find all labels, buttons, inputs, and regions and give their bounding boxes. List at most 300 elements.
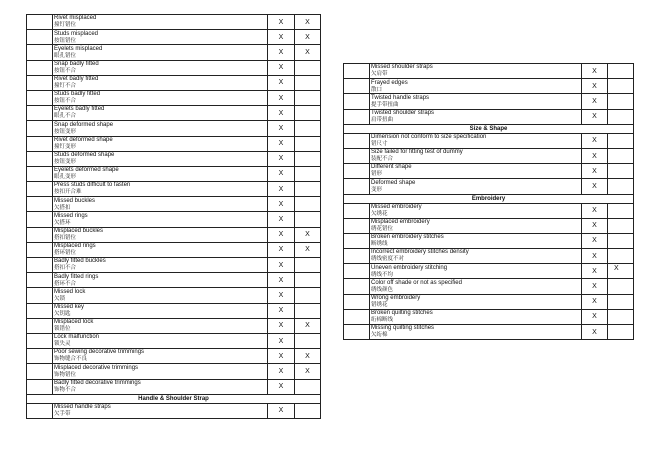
defect-description <box>370 218 582 233</box>
defect-name-english: Misplaced lock <box>54 319 94 326</box>
defect-description <box>53 106 268 121</box>
index-cell <box>27 106 53 121</box>
defect-row <box>27 318 321 333</box>
defect-row <box>27 379 321 394</box>
defect-description <box>53 364 268 379</box>
defect-name-english: Missed buckles <box>54 197 96 204</box>
defect-row <box>27 258 321 273</box>
defect-class-mark-2 <box>608 279 634 294</box>
defect-name-chinese: 绣线密度不对 <box>371 256 405 263</box>
defect-description <box>53 242 268 257</box>
defect-name-chinese: 饰物不合 <box>54 386 77 393</box>
defect-class-mark-2 <box>295 288 321 303</box>
defect-name-chinese: 按钮错位 <box>54 37 77 44</box>
index-cell <box>27 182 53 197</box>
index-cell <box>27 258 53 273</box>
index-cell <box>344 179 370 194</box>
defect-name-english: Incorrect embroidery stitches density <box>371 249 469 256</box>
defect-class-mark-2 <box>608 79 634 94</box>
defect-class-mark-2 <box>608 218 634 233</box>
index-cell <box>27 197 53 212</box>
defect-name-english: Eyelets badly fitted <box>54 106 105 113</box>
defect-description <box>370 133 582 148</box>
defect-name-chinese: 绣线颜色 <box>371 286 394 293</box>
defect-class-mark-1: X <box>582 294 608 309</box>
defect-name-english: Twisted handle straps <box>371 94 430 101</box>
defect-class-mark-1: X <box>582 79 608 94</box>
defect-row <box>27 333 321 348</box>
section-size-shape <box>344 124 634 133</box>
defect-name-english: Snap deformed shape <box>54 121 114 128</box>
defect-class-mark-2 <box>608 294 634 309</box>
defect-row <box>27 90 321 105</box>
defect-description <box>370 233 582 248</box>
index-cell <box>27 75 53 90</box>
defect-name-english: Missed shoulder straps <box>371 64 433 71</box>
defect-class-mark-2 <box>295 90 321 105</box>
defect-name-english: Badly fitted buckles <box>54 258 106 265</box>
defect-name-chinese: 撞钉不合 <box>54 83 77 90</box>
defect-description <box>53 273 268 288</box>
index-cell <box>344 79 370 94</box>
defect-name-english: Rivet deformed shape <box>54 136 113 143</box>
defect-class-mark-1: X <box>268 379 295 394</box>
index-cell <box>344 294 370 309</box>
defect-class-mark-2 <box>295 379 321 394</box>
defect-class-mark-1: X <box>268 136 295 151</box>
defect-class-mark-2 <box>608 148 634 163</box>
defect-class-mark-1: X <box>582 249 608 264</box>
defect-class-mark-1: X <box>268 333 295 348</box>
defect-name-english: Uneven embroidery stitching <box>371 264 448 271</box>
defect-row <box>27 75 321 90</box>
defect-class-mark-1: X <box>268 90 295 105</box>
index-cell <box>27 318 53 333</box>
defect-name-english: Eyelets misplaced <box>54 45 103 52</box>
defect-name-english: Misplaced embroidery <box>371 219 430 226</box>
defect-class-mark-1: X <box>582 109 608 124</box>
right-defect-table <box>343 63 634 340</box>
defect-description <box>53 288 268 303</box>
defect-name-chinese: 搭环不合 <box>54 280 77 287</box>
defect-description <box>53 403 268 418</box>
defect-description <box>53 349 268 364</box>
defect-class-mark-1: X <box>268 60 295 75</box>
index-cell <box>27 364 53 379</box>
defect-class-mark-2 <box>608 164 634 179</box>
index-cell <box>27 15 53 30</box>
defect-description <box>53 303 268 318</box>
defect-class-mark-1: X <box>582 233 608 248</box>
defect-name-english: Press studs difficult to fasten <box>54 182 131 189</box>
index-cell <box>27 379 53 394</box>
defect-name-chinese: 绣花错位 <box>371 226 394 233</box>
defect-class-mark-2 <box>608 264 634 279</box>
defect-description <box>53 182 268 197</box>
defect-name-chinese: 散口 <box>371 86 383 93</box>
defect-description <box>370 325 582 340</box>
defect-class-mark-1: X <box>268 166 295 181</box>
defect-row <box>27 288 321 303</box>
defect-name-english: Studs deformed shape <box>54 152 115 159</box>
index-cell <box>344 109 370 124</box>
index-cell <box>344 148 370 163</box>
defect-name-english: Rivet badly fitted <box>54 76 99 83</box>
defect-row <box>27 303 321 318</box>
defect-row <box>344 203 634 218</box>
defect-name-chinese: 眼孔错位 <box>54 52 77 59</box>
defect-class-mark-1: X <box>582 264 608 279</box>
defect-description <box>53 151 268 166</box>
defect-row <box>344 218 634 233</box>
defect-row <box>344 79 634 94</box>
defect-name-english: Poor sewing decorative trimmings <box>54 349 145 356</box>
defect-description <box>53 227 268 242</box>
defect-name-chinese: 欠钥匙 <box>54 310 71 317</box>
defect-name-english: Dimension not conform to size specification <box>371 134 487 141</box>
defect-class-mark-1: X <box>268 258 295 273</box>
defect-class-mark-2 <box>295 403 321 418</box>
index-cell <box>344 203 370 218</box>
defect-name-english: Misplaced decorative trimmings <box>54 364 139 371</box>
defect-class-mark-1: X <box>268 30 295 45</box>
defect-name-english: Deformed shape <box>371 179 416 186</box>
defect-name-english: Misplaced buckles <box>54 227 104 234</box>
defect-class-mark-2: X <box>295 349 321 364</box>
defect-name-chinese: 饰物错位 <box>54 371 77 378</box>
defect-class-mark-1: X <box>268 45 295 60</box>
defect-row <box>27 273 321 288</box>
defect-row <box>27 212 321 227</box>
defect-class-mark-2 <box>608 309 634 324</box>
defect-name-chinese: 眼孔不合 <box>54 113 77 120</box>
index-cell <box>27 136 53 151</box>
index-cell <box>344 279 370 294</box>
defect-row <box>27 15 321 30</box>
defect-row <box>27 166 321 181</box>
defect-class-mark-2 <box>295 212 321 227</box>
defect-name-chinese: 欠绣花 <box>371 210 388 217</box>
defect-name-english: Studs badly fitted <box>54 91 101 98</box>
defect-class-mark-1: X <box>582 94 608 109</box>
defect-class-mark-2 <box>295 197 321 212</box>
outside-mark: X <box>614 265 619 273</box>
defect-description <box>53 333 268 348</box>
defect-row <box>27 136 321 151</box>
index-cell <box>344 249 370 264</box>
defect-class-mark-1: X <box>582 64 608 79</box>
defect-row <box>344 294 634 309</box>
defect-description <box>53 30 268 45</box>
left-defect-table <box>26 14 321 419</box>
defect-description <box>370 279 582 294</box>
defect-name-chinese: 欠手带 <box>54 411 71 418</box>
index-cell <box>27 30 53 45</box>
defect-name-chinese: 锁失灵 <box>54 341 71 348</box>
defect-class-mark-1: X <box>268 227 295 242</box>
defect-row <box>27 30 321 45</box>
defect-class-mark-2: X <box>295 227 321 242</box>
defect-name-chinese: 饰物缝合不良 <box>54 356 88 363</box>
defect-class-mark-2 <box>295 166 321 181</box>
defect-description <box>53 318 268 333</box>
defect-description <box>370 179 582 194</box>
defect-row <box>344 309 634 324</box>
defect-class-mark-1: X <box>582 218 608 233</box>
defect-name-english: Missed rings <box>54 212 88 219</box>
defect-name-english: Missed lock <box>54 288 86 295</box>
defect-class-mark-1: X <box>268 242 295 257</box>
defect-row <box>344 279 634 294</box>
defect-row <box>344 164 634 179</box>
defect-name-chinese: 欠搭扣 <box>54 204 71 211</box>
defect-name-english: Missed key <box>54 303 85 310</box>
index-cell <box>344 233 370 248</box>
defect-name-chinese: 提手带扭曲 <box>371 101 399 108</box>
defect-name-english: Eyelets deformed shape <box>54 167 119 174</box>
defect-description <box>370 203 582 218</box>
defect-description <box>53 258 268 273</box>
defect-class-mark-2 <box>608 133 634 148</box>
defect-row <box>344 249 634 264</box>
defect-name-chinese: 搭环错位 <box>54 250 77 257</box>
defect-name-english: Misplaced rings <box>54 243 96 250</box>
defect-name-english: Snap badly fitted <box>54 60 99 67</box>
defect-description <box>53 212 268 227</box>
defect-name-chinese: 欠搭环 <box>54 219 71 226</box>
defect-class-mark-1: X <box>268 303 295 318</box>
defect-name-english: Twisted shoulder straps <box>371 109 435 116</box>
index-cell <box>27 242 53 257</box>
defect-class-mark-1: X <box>582 325 608 340</box>
defect-row <box>27 364 321 379</box>
defect-name-english: Studs misplaced <box>54 30 99 37</box>
defect-row <box>27 197 321 212</box>
defect-description <box>370 249 582 264</box>
defect-class-mark-2 <box>295 303 321 318</box>
defect-class-mark-1: X <box>268 212 295 227</box>
defect-name-chinese: 装配不合 <box>371 156 394 163</box>
defect-description <box>53 75 268 90</box>
index-cell <box>344 264 370 279</box>
defect-name-english: Frayed edges <box>371 79 408 86</box>
defect-class-mark-2: X <box>295 364 321 379</box>
index-cell <box>344 164 370 179</box>
defect-name-english: Different shape <box>371 164 412 171</box>
defect-name-english: Broken quilting stitches <box>371 310 433 317</box>
defect-description <box>53 166 268 181</box>
defect-name-english: Badly fitted decorative trimmings <box>54 379 141 386</box>
defect-row <box>27 106 321 121</box>
defect-name-english: Size failed for fitting test of dummy <box>371 149 463 156</box>
section-title: Size & Shape <box>344 124 634 133</box>
defect-class-mark-2: X <box>295 30 321 45</box>
defect-row <box>27 182 321 197</box>
index-cell <box>27 333 53 348</box>
defect-class-mark-2 <box>295 121 321 136</box>
defect-row <box>344 109 634 124</box>
defect-class-mark-1: X <box>268 288 295 303</box>
section-handle-shoulder-strap <box>27 394 321 403</box>
defect-row <box>344 264 634 279</box>
defect-class-mark-1: X <box>268 121 295 136</box>
index-cell <box>27 403 53 418</box>
defect-class-mark-1: X <box>268 182 295 197</box>
defect-description <box>53 90 268 105</box>
defect-name-english: Wrong embroidery <box>371 294 421 301</box>
defect-class-mark-1: X <box>582 148 608 163</box>
defect-description <box>53 379 268 394</box>
index-cell <box>344 133 370 148</box>
defect-class-mark-1: X <box>582 309 608 324</box>
defect-class-mark-2 <box>608 233 634 248</box>
defect-name-english: Missed handle straps <box>54 404 111 411</box>
defect-name-english: Rivet misplaced <box>54 15 97 22</box>
defect-description <box>370 148 582 163</box>
defect-name-english: Color off shade or not as specified <box>371 279 462 286</box>
defect-name-chinese: 按钮变形 <box>54 159 77 166</box>
defect-class-mark-2 <box>608 325 634 340</box>
defect-class-mark-1: X <box>268 151 295 166</box>
defect-class-mark-2: X <box>295 15 321 30</box>
defect-class-mark-1: X <box>268 349 295 364</box>
defect-name-chinese: 按钮变形 <box>54 128 77 135</box>
defect-name-chinese: 错绣花 <box>371 301 388 308</box>
index-cell <box>27 288 53 303</box>
defect-name-chinese: 错形 <box>371 171 383 178</box>
defect-name-chinese: 按扣开合难 <box>54 189 82 196</box>
defect-name-chinese: 撞钉错位 <box>54 22 77 29</box>
defect-row <box>27 60 321 75</box>
defect-name-chinese: 欠肩带 <box>371 71 388 78</box>
defect-description <box>370 94 582 109</box>
index-cell <box>344 309 370 324</box>
defect-class-mark-2 <box>295 182 321 197</box>
defect-name-chinese: 锁错位 <box>54 326 71 333</box>
defect-row <box>27 151 321 166</box>
defect-row <box>27 121 321 136</box>
defect-class-mark-2 <box>295 60 321 75</box>
defect-row <box>344 64 634 79</box>
defect-class-mark-2 <box>608 249 634 264</box>
defect-row <box>344 148 634 163</box>
defect-class-mark-1: X <box>582 133 608 148</box>
defect-description <box>53 15 268 30</box>
defect-row <box>27 227 321 242</box>
defect-name-chinese: 变形 <box>371 186 383 193</box>
index-cell <box>27 273 53 288</box>
defect-class-mark-2 <box>295 106 321 121</box>
defect-description <box>370 264 582 279</box>
defect-class-mark-2: X <box>295 45 321 60</box>
defect-name-english: Badly fitted rings <box>54 273 99 280</box>
defect-row <box>344 179 634 194</box>
defect-class-mark-1: X <box>582 203 608 218</box>
defect-class-mark-2 <box>608 179 634 194</box>
defect-name-chinese: 欠锁 <box>54 295 66 302</box>
defect-description <box>370 164 582 179</box>
defect-class-mark-2 <box>295 151 321 166</box>
defect-name-chinese: 撞钉变形 <box>54 143 77 150</box>
defect-class-mark-2 <box>295 75 321 90</box>
defect-row <box>27 45 321 60</box>
index-cell <box>344 218 370 233</box>
defect-description <box>370 79 582 94</box>
defect-class-mark-1: X <box>582 179 608 194</box>
defect-class-mark-1: X <box>268 364 295 379</box>
defect-name-english: Lock malfunction <box>54 334 100 341</box>
defect-class-mark-1: X <box>582 279 608 294</box>
defect-name-chinese: 错尺寸 <box>371 141 388 148</box>
defect-row <box>27 242 321 257</box>
defect-description <box>370 109 582 124</box>
defect-name-chinese: 绣线不均 <box>371 271 394 278</box>
index-cell <box>344 94 370 109</box>
defect-class-mark-1: X <box>582 164 608 179</box>
defect-description <box>53 197 268 212</box>
index-cell <box>344 64 370 79</box>
defect-name-chinese: 眼孔变形 <box>54 174 77 181</box>
defect-class-mark-1: X <box>268 75 295 90</box>
defect-name-english: Missed embroidery <box>371 203 422 210</box>
defect-class-mark-1: X <box>268 318 295 333</box>
defect-class-mark-2 <box>295 273 321 288</box>
section-title: Handle & Shoulder Strap <box>27 394 321 403</box>
defect-description <box>370 294 582 309</box>
defect-row <box>344 233 634 248</box>
defect-class-mark-2 <box>295 258 321 273</box>
defect-description <box>370 309 582 324</box>
defect-class-mark-1: X <box>268 273 295 288</box>
defect-description <box>53 136 268 151</box>
defect-name-chinese: 绗棉断线 <box>371 317 394 324</box>
defect-row <box>344 325 634 340</box>
defect-name-chinese: 断绣线 <box>371 241 388 248</box>
defect-class-mark-1: X <box>268 106 295 121</box>
index-cell <box>27 60 53 75</box>
index-cell <box>27 151 53 166</box>
defect-class-mark-1: X <box>268 403 295 418</box>
defect-class-mark-2 <box>608 203 634 218</box>
defect-class-mark-2 <box>295 136 321 151</box>
defect-class-mark-1: X <box>268 197 295 212</box>
index-cell <box>27 166 53 181</box>
defect-row <box>27 349 321 364</box>
defect-name-english: Missing quilting stitches <box>371 325 435 332</box>
index-cell <box>27 45 53 60</box>
index-cell <box>27 90 53 105</box>
defect-name-chinese: 搭扣不合 <box>54 265 77 272</box>
defect-name-english: Broken embroidery stitches <box>371 234 444 241</box>
index-cell <box>344 325 370 340</box>
defect-name-chinese: 按钮不合 <box>54 98 77 105</box>
defect-description <box>370 64 582 79</box>
defect-class-mark-2 <box>608 94 634 109</box>
defect-name-chinese: 按钮不合 <box>54 67 77 74</box>
section-embroidery <box>344 194 634 203</box>
section-title: Embroidery <box>344 194 634 203</box>
defect-name-chinese: 欠绗棉 <box>371 332 388 339</box>
defect-class-mark-1: X <box>268 15 295 30</box>
defect-description <box>53 60 268 75</box>
index-cell <box>27 303 53 318</box>
defect-class-mark-2: X <box>295 318 321 333</box>
defect-row <box>344 133 634 148</box>
defect-name-chinese: 搭扣错位 <box>54 234 77 241</box>
defect-description <box>53 121 268 136</box>
defect-class-mark-2 <box>295 333 321 348</box>
defect-description <box>53 45 268 60</box>
